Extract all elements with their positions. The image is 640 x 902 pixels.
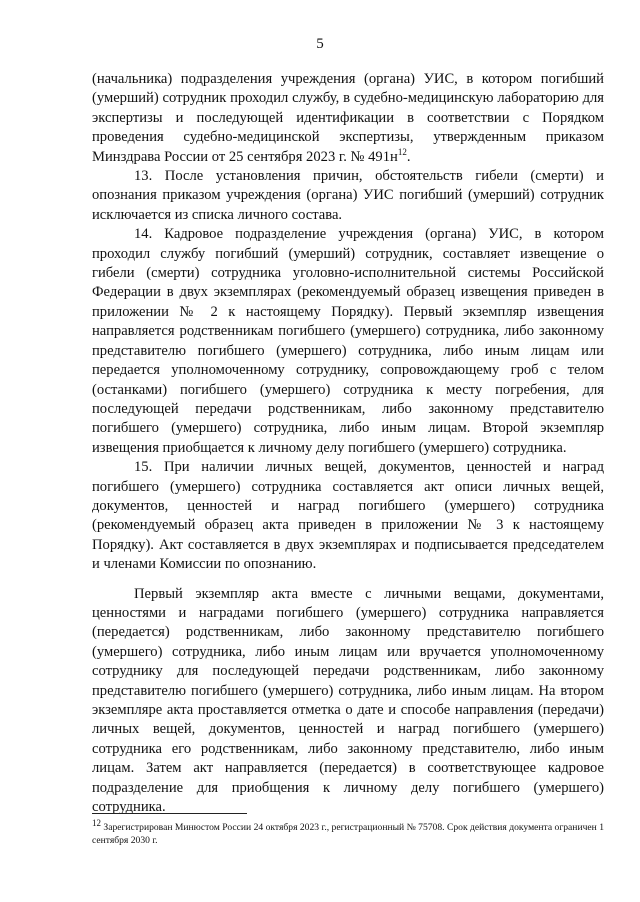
paragraph-text: (начальника) подразделения учреждения (органа) УИС, в котором погибший (умерший) сотрудник проходил службу, в судебно-медицинскую лабораторию для экспертизы и последующей идентификации в соответствии с Порядком проведения судебно-медицинской экспертизы, утвержденным приказом Минздрава России от 25 сентября 2023 г. № 491н [92,71,604,165]
paragraph-end: . [406,148,411,165]
footnote-reference: 12 [397,146,407,157]
footnote [92,817,604,847]
paragraph-continuation [92,70,604,167]
paragraph-first-copy: Первый экземпляр акта вместе с личными вещами, документами, ценностями и наградами погибшего (умершего) сотрудника направляется (передается) родственникам, либо законному представителю погибшего (умершего) сотрудника, либо иным лицам или вручается уполномоченному сотруднику для последующей передачи родственникам, либо законному представителю погибшего (умершего) сотрудника, либо иным лицам. На втором экземпляре акта проставляется отметка о дате и способе направления (передачи) личных вещей, документов, ценностей и наград погибшего (умершего) сотрудника его родственникам, либо законному представителю, либо иным лицам. Затем акт направляется (передается) в соответствующее кадровое подразделение для приобщения к личному делу погибшего (умершего) сотрудника. [92,585,604,816]
footnote-divider [92,813,247,814]
paragraph-item-13: 13. После установления причин, обстоятельств гибели (смерти) и опознания приказом учреждения (органа) УИС погибший (умерший) сотрудник исключается из списка личного состава. [92,168,604,223]
paragraph-item-15: 15. При наличии личных вещей, документов, ценностей и наград погибшего (умершего) сотрудника составляется акт описи личных вещей, документов, ценностей и наград погибшего (умершего) сотрудника (рекомендуемый образец акта приведен в приложении № 3 к настоящему Порядку). Акт составляется в двух экземплярах и подписывается председателем и членами Комиссии по опознанию. [92,459,604,573]
footnote-marker: 12 [92,817,101,828]
page-number: 5 [316,36,324,52]
document-body [92,70,604,817]
footnote-text: Зарегистрирован Минюстом России 24 октября 2023 г., регистрационный № 75708. Срок действия документа ограничен 1 сентября 2030 г. [92,822,604,846]
paragraph-item-14: 14. Кадровое подразделение учреждения (органа) УИС, в котором проходил службу погибший (умерший) сотрудник, составляет извещение о гибели (смерти) сотрудника уголовно-исполнительной системы Российской Федерации в двух экземплярах (рекомендуемый образец извещения приведен в приложении № 2 к настоящему Порядку). Первый экземпляр извещения направляется родственникам погибшего (умершего) сотрудника, либо законному представителю погибшего (умершего) сотрудника, либо иным лицам или передается уполномоченному сотруднику, сопровождающему гроб с телом (останками) погибшего (умершего) сотрудника к месту погребения, для последующей передачи родственникам, либо законному представителю погибшего (умершего) сотрудника, либо иным лицам. Второй экземпляр извещения приобщается к личному делу погибшего (умершего) сотрудника. [92,226,604,456]
